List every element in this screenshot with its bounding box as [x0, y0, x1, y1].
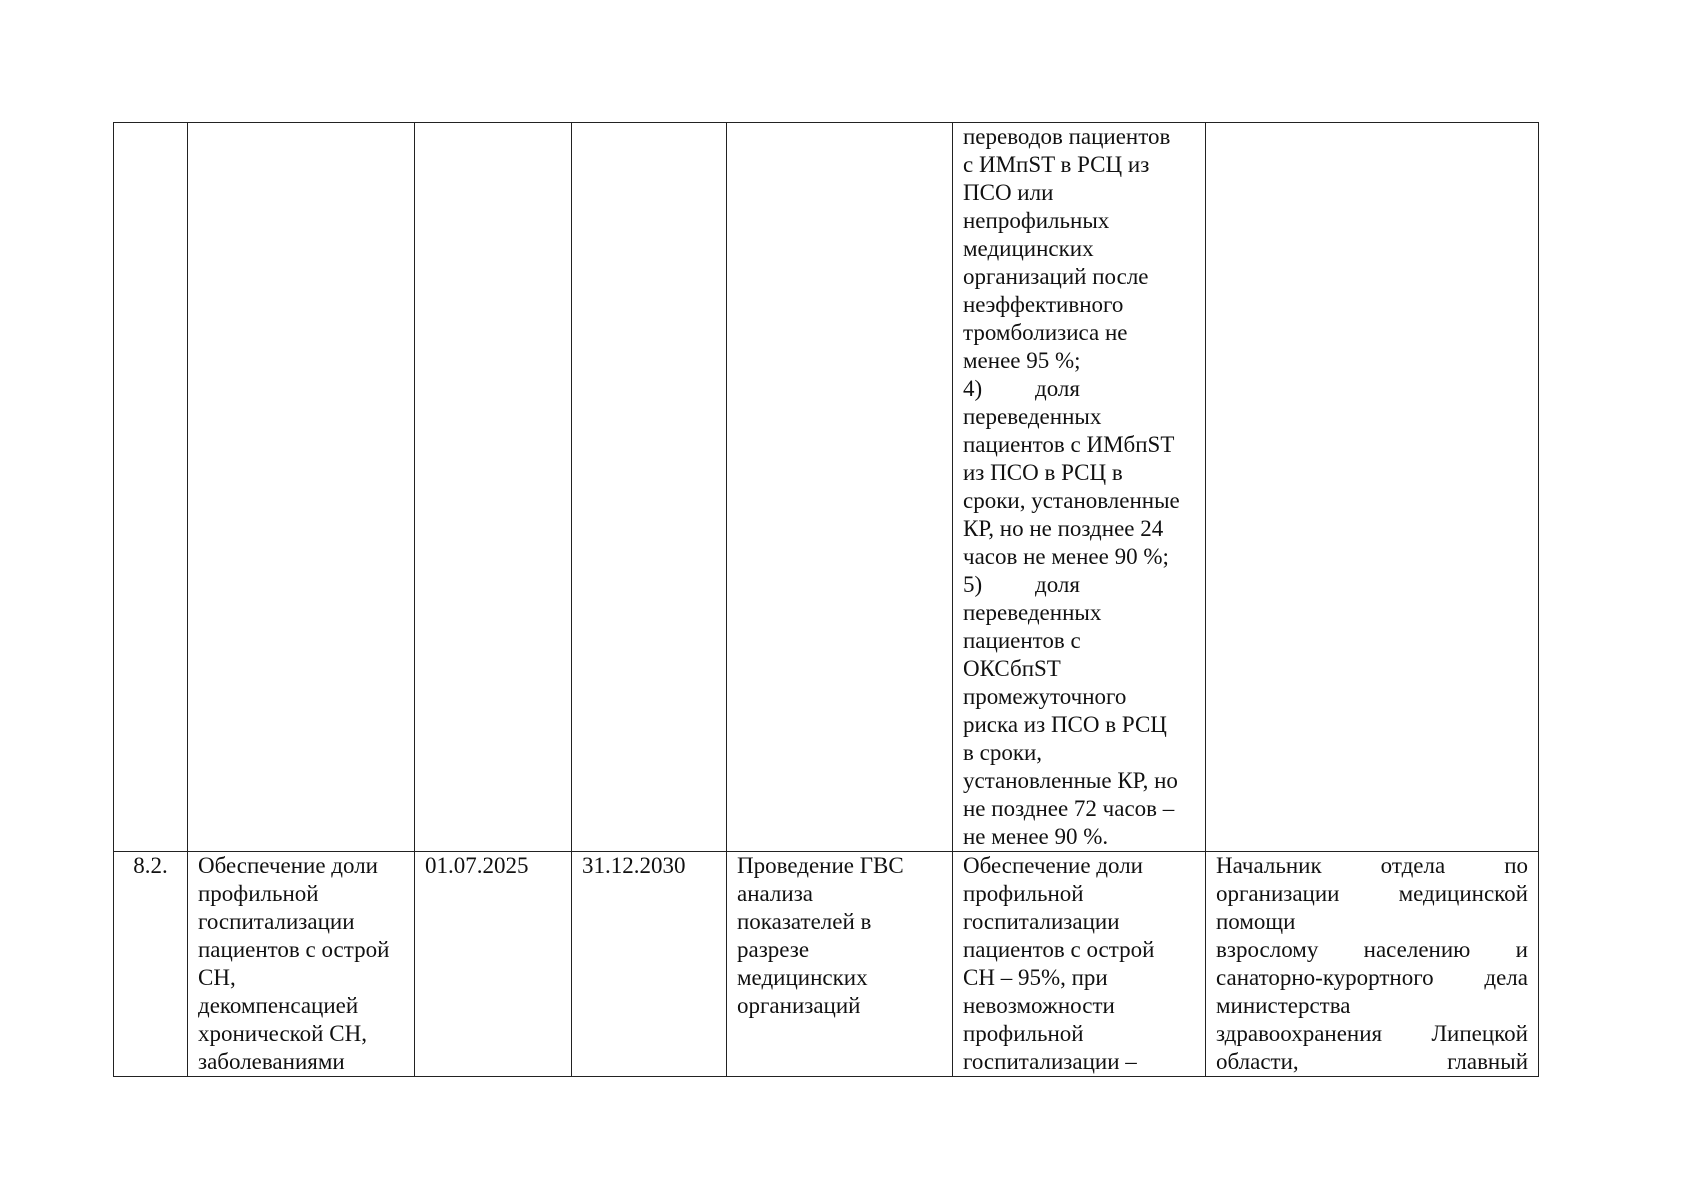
result-line: профильной [963, 1021, 1084, 1046]
cell-result [953, 852, 1206, 1077]
responsible-line: министерства [1216, 993, 1351, 1018]
list-number: 4) [963, 376, 983, 401]
result-line: в сроки, [963, 740, 1043, 765]
name-line: хронической СН, [198, 1021, 367, 1046]
result-line: медицинских [963, 236, 1094, 261]
responsible-line: санаторно-курортного дела [1216, 965, 1528, 990]
result-line: не позднее 72 часов – [963, 796, 1175, 821]
cell-action [727, 852, 953, 1077]
cell-start-date [415, 123, 572, 852]
name-line: заболеваниями [198, 1049, 345, 1074]
cell-name [188, 852, 415, 1077]
result-line: пациентов с [963, 628, 1081, 653]
result-line: профильной [963, 881, 1084, 906]
cell-name [188, 123, 415, 852]
result-line: ПСО или [963, 180, 1054, 205]
responsible-line: организации медицинской [1216, 881, 1528, 906]
result-line: не менее 90 %. [963, 824, 1109, 849]
result-line: госпитализации [963, 909, 1120, 934]
cell-number [114, 123, 188, 852]
cell-number [114, 852, 188, 1077]
responsible-line: взрослому населению и [1216, 937, 1528, 962]
responsible-line: области, главный [1216, 1049, 1528, 1074]
name-line: декомпенсацией [198, 993, 359, 1018]
action-line: медицинских [737, 965, 868, 990]
result-line: переведенных [963, 404, 1102, 429]
list-number: 5) [963, 572, 983, 597]
result-line: из ПСО в РСЦ в [963, 460, 1123, 485]
cell-end-date [572, 123, 727, 852]
result-line: пациентов с ИМбпST [963, 432, 1175, 457]
result-line: пациентов с острой [963, 937, 1155, 962]
list-item-text: доля [1035, 376, 1080, 401]
result-line: менее 95 %; [963, 348, 1081, 373]
action-line: разрезе [737, 937, 810, 962]
result-line: с ИМпST в РСЦ из [963, 152, 1150, 177]
cell-start-date [415, 852, 572, 1077]
action-line: анализа [737, 881, 814, 906]
action-line: Проведение ГВС [737, 853, 904, 878]
name-line: Обеспечение доли [198, 853, 378, 878]
result-line: ОКСбпST [963, 656, 1061, 681]
result-line: тромболизиса не [963, 320, 1128, 345]
result-line: установленные КР, но [963, 768, 1178, 793]
responsible-line: помощи [1216, 909, 1296, 934]
cell-result [953, 123, 1206, 852]
result-line: госпитализации – [963, 1049, 1137, 1074]
end-date: 31.12.2030 [582, 853, 686, 878]
start-date: 01.07.2025 [425, 853, 529, 878]
result-line: организаций после [963, 264, 1149, 289]
action-line: организаций [737, 993, 861, 1018]
table-row-continuation [114, 123, 1539, 852]
result-line: невозможности [963, 993, 1115, 1018]
list-item-text: доля [1035, 572, 1080, 597]
action-line: показателей в [737, 909, 872, 934]
result-line: часов не менее 90 %; [963, 544, 1169, 569]
result-line: неэффективного [963, 292, 1124, 317]
result-line: непрофильных [963, 208, 1110, 233]
result-line: СН – 95%, при [963, 965, 1108, 990]
result-line: Обеспечение доли [963, 853, 1143, 878]
cell-responsible [1206, 852, 1539, 1077]
result-line: промежуточного [963, 684, 1127, 709]
name-line: СН, [198, 965, 236, 990]
result-line: КР, но не позднее 24 [963, 516, 1164, 541]
result-line: риска из ПСО в РСЦ [963, 712, 1167, 737]
cell-responsible [1206, 123, 1539, 852]
plan-table [113, 122, 1539, 1077]
cell-action [727, 123, 953, 852]
name-line: госпитализации [198, 909, 355, 934]
responsible-line: Начальник отдела по [1216, 853, 1528, 878]
result-line: сроки, установленные [963, 488, 1180, 513]
result-line: переводов пациентов [963, 124, 1171, 149]
list-item-5-header [963, 571, 1195, 599]
row-number: 8.2. [133, 853, 168, 878]
name-line: профильной [198, 881, 319, 906]
result-line: переведенных [963, 600, 1102, 625]
table-row-8-2 [114, 852, 1539, 1077]
cell-end-date [572, 852, 727, 1077]
list-item-4-header [963, 375, 1195, 403]
responsible-line: здравоохранения Липецкой [1216, 1021, 1528, 1046]
name-line: пациентов с острой [198, 937, 390, 962]
